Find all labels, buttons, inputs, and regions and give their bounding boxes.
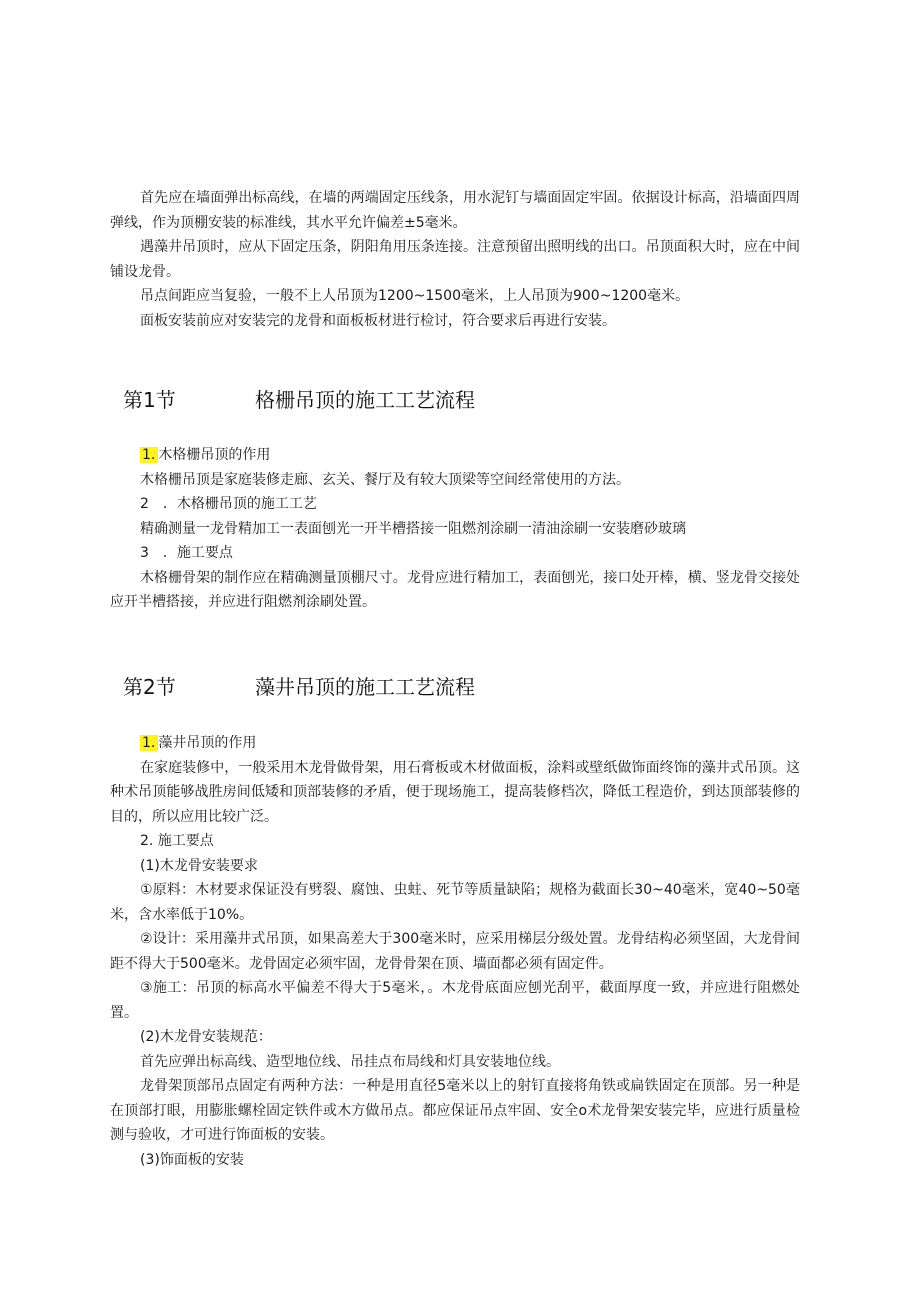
item-label: 木格栅吊顶的作用 <box>158 447 271 463</box>
intro-block <box>110 186 800 333</box>
section2-body <box>110 731 800 1172</box>
list-item <box>110 443 800 468</box>
paragraph: 遇藻井吊顶时，应从下固定压条，阴阳角用压条连接。注意预留出照明线的出口。吊顶面积大时，应在中间铺设龙骨。 <box>110 239 800 280</box>
list-item: 2. 施工要点 <box>140 833 214 849</box>
highlighted-number: 1. <box>140 735 158 751</box>
paragraph: ②设计：采用藻井式吊顶，如果高差大于300毫米时，应采用梯层分级处置。龙骨结构必须坚固，大龙骨间距不得大于500毫米。龙骨固定必须牢固，龙骨骨架在顶、墙面都必须有固定件。 <box>110 931 800 972</box>
section-number: 第1节 <box>123 388 176 412</box>
paragraph: 木格栅吊顶是家庭装修走廊、玄关、餐厅及有较大顶梁等空间经常使用的方法。 <box>140 471 630 488</box>
list-item: 2 ．木格栅吊顶的施工工艺 <box>140 496 317 512</box>
item-label: 藻井吊顶的作用 <box>158 735 257 751</box>
sub-heading: (3)饰面板的安装 <box>140 1151 244 1168</box>
section-heading <box>123 386 475 414</box>
section-title: 藻井吊顶的施工工艺流程 <box>255 675 475 699</box>
paragraph: 龙骨架顶部吊点固定有两种方法：一种是用直径5毫米以上的射钉直接将角铁或扁铁固定在顶部。另一种是在顶部打眼，用膨胀螺栓固定铁件或木方做吊点。都应保证吊点牢固、安全o术龙骨架安装完毕，应进行质量检测与验收，才可进行饰面板的安装。 <box>110 1078 800 1143</box>
sub-heading: (2)木龙骨安装规范： <box>140 1029 272 1045</box>
paragraph: 吊点间距应当复验，一般不上人吊顶为1200~1500毫米，上人吊顶为900~1200毫米。 <box>140 288 690 304</box>
list-item <box>110 731 800 756</box>
paragraph: 首先应在墙面弹出标高线，在墙的两端固定压线条，用水泥钉与墙面固定牢固。依据设计标高，沿墙面四周弹线，作为顶棚安装的标准线，其水平允许偏差±5毫米。 <box>110 190 800 231</box>
list-item: 3 ．施工要点 <box>140 545 233 561</box>
section-title: 格栅吊顶的施工工艺流程 <box>255 388 475 412</box>
paragraph: 在家庭装修中，一般采用木龙骨做骨架，用石膏板或木材做面板，涂料或壁纸做饰面终饰的藻井式吊顶。这种术吊顶能够战胜房间低矮和顶部装修的矛盾，便于现场施工，提高装修档次，降低工程造价，到达顶部装修的目的，所以应用比较广泛。 <box>110 759 800 825</box>
section-heading <box>123 673 475 701</box>
section1-body <box>110 443 800 615</box>
paragraph: 面板安装前应对安装完的龙骨和面板板材进行检讨，符合要求后再进行安装。 <box>140 312 616 329</box>
paragraph: 木格栅骨架的制作应在精确测量顶棚尺寸。龙骨应进行精加工，表面刨光，接口处开棒，横、竖龙骨交接处应开半槽搭接，并应进行阻燃剂涂刷处置。 <box>110 569 800 610</box>
section-number: 第2节 <box>123 675 176 699</box>
sub-heading: (1)木龙骨安装要求 <box>140 857 258 874</box>
paragraph: ①原料：木材要求保证没有劈裂、腐蚀、虫蛀、死节等质量缺陷；规格为截面长30~40毫米，宽40~50毫米，含水率低于10%。 <box>110 882 800 923</box>
highlighted-number: 1. <box>140 447 158 463</box>
paragraph: 精确测量一龙骨精加工一表面刨光一开半槽搭接一阻燃剂涂刷一清油涂刷一安装磨砂玻璃 <box>140 520 686 537</box>
paragraph: ③施工：吊顶的标高水平偏差不得大于5毫米，。木龙骨底面应刨光刮平，截面厚度一致，并应进行阻燃处置。 <box>110 980 800 1021</box>
paragraph: 首先应弹出标高线、造型地位线、吊挂点布局线和灯具安装地位线。 <box>140 1053 560 1070</box>
